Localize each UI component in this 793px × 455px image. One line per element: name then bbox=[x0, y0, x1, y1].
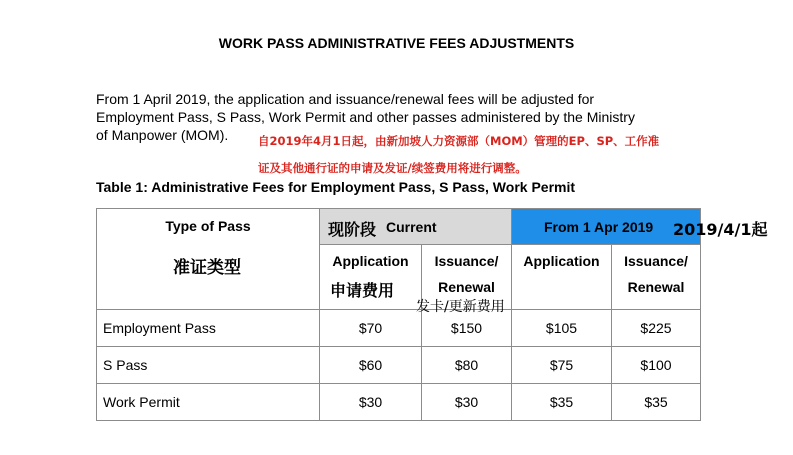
fee-cell: $150 bbox=[422, 310, 512, 347]
current-header-label-cn: 现阶段 bbox=[328, 220, 377, 239]
type-of-pass-label: Type of Pass bbox=[165, 218, 251, 234]
intro-line: Employment Pass, S Pass, Work Permit and other passes administered by the Ministry bbox=[96, 109, 635, 125]
type-of-pass-label-cn: 准证类型 bbox=[173, 258, 241, 278]
fee-cell: $75 bbox=[512, 347, 612, 384]
current-header bbox=[320, 209, 512, 245]
fee-cell: $100 bbox=[612, 347, 701, 384]
new-issuance-header bbox=[612, 245, 701, 310]
issuance-label-line1: Issuance/ bbox=[434, 253, 499, 269]
fee-cell: $35 bbox=[612, 384, 701, 421]
application-label: Application bbox=[332, 253, 409, 269]
cn-annotation-line2: 证及其他通行证的申请及发证/续签费用将进行调整。 bbox=[258, 161, 527, 175]
pass-type-cell: Work Permit bbox=[97, 384, 320, 421]
fee-cell: $225 bbox=[612, 310, 701, 347]
issuance-label-line2: Renewal bbox=[627, 279, 685, 295]
issuance-label-line2: Renewal bbox=[438, 279, 495, 295]
fee-cell: $35 bbox=[512, 384, 612, 421]
current-header-label: Current bbox=[386, 219, 437, 235]
application-label: Application bbox=[523, 253, 600, 269]
cn-annotation-line1: 自2019年4月1日起，由新加坡人力资源部（MOM）管理的EP、SP、工作准 bbox=[258, 134, 660, 148]
issuance-label-cn: 发卡/更新费用 bbox=[416, 299, 505, 315]
fee-cell: $30 bbox=[422, 384, 512, 421]
pass-type-cell: Employment Pass bbox=[97, 310, 320, 347]
fees-table bbox=[96, 208, 701, 421]
table-row bbox=[97, 310, 701, 347]
table-row bbox=[97, 384, 701, 421]
fee-cell: $60 bbox=[320, 347, 422, 384]
document-title: WORK PASS ADMINISTRATIVE FEES ADJUSTMENTS bbox=[218, 35, 575, 51]
intro-line: From 1 April 2019, the application and issuance/renewal fees will be adjusted for bbox=[96, 91, 595, 107]
pass-type-cell: S Pass bbox=[97, 347, 320, 384]
new-application-header bbox=[512, 245, 612, 310]
fee-cell: $105 bbox=[512, 310, 612, 347]
issuance-label-line1: Issuance/ bbox=[624, 253, 688, 269]
current-application-header bbox=[320, 245, 422, 310]
application-label-cn: 申请费用 bbox=[330, 281, 395, 300]
fee-cell: $70 bbox=[320, 310, 422, 347]
fee-cell: $80 bbox=[422, 347, 512, 384]
from-date-header-label: From 1 Apr 2019 bbox=[544, 219, 654, 235]
table-row bbox=[97, 347, 701, 384]
type-of-pass-header bbox=[97, 209, 320, 310]
fee-cell: $30 bbox=[320, 384, 422, 421]
from-date-label-cn: 2019/4/1起 bbox=[673, 220, 768, 239]
intro-line: of Manpower (MOM). bbox=[96, 127, 229, 143]
table-caption: Table 1: Administrative Fees for Employment Pass, S Pass, Work Permit bbox=[96, 179, 576, 195]
